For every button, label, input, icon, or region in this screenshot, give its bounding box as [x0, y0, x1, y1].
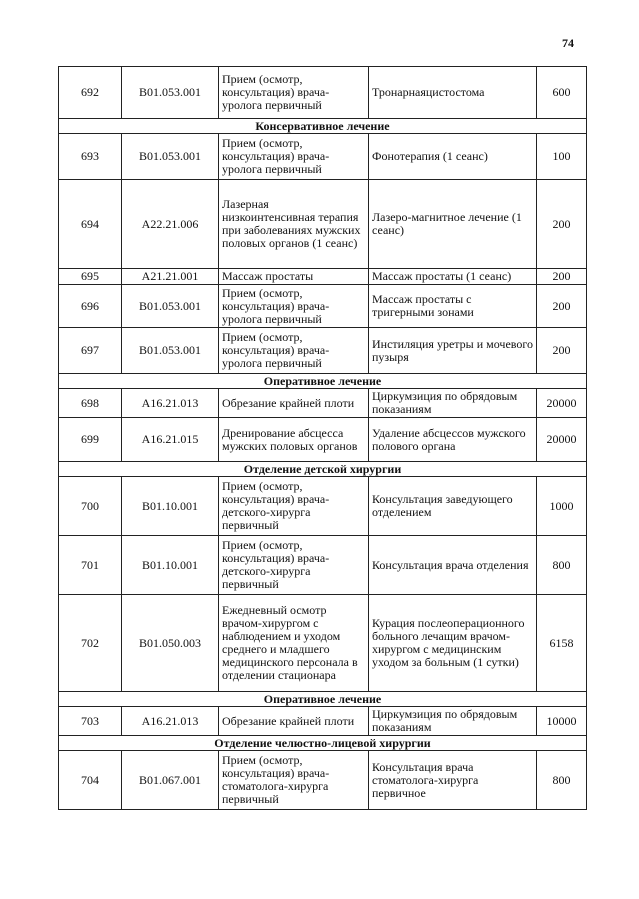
section-title: Консервативное лечение	[59, 119, 587, 134]
service-code: A21.21.001	[122, 269, 219, 285]
price-list-body	[59, 67, 587, 810]
table-row	[59, 389, 587, 418]
row-number: 697	[59, 328, 122, 374]
service-name: Курация послеоперационного больного лечащим врачом-хирургом с медицинским уходом за больным (1 сутки)	[369, 595, 537, 692]
table-row	[59, 536, 587, 595]
service-description: Ежедневный осмотр врачом-хирургом с наблюдением и уходом среднего и младшего медицинского персонала в отделении стационара	[219, 595, 369, 692]
service-name: Циркумзиция по обрядовым показаниям	[369, 389, 537, 418]
table-row	[59, 418, 587, 462]
section-title: Отделение челюстно-лицевой хирургии	[59, 736, 587, 751]
service-code: B01.053.001	[122, 328, 219, 374]
row-number: 704	[59, 751, 122, 810]
service-description: Прием (осмотр, консультация) врача-детского-хирурга первичный	[219, 536, 369, 595]
service-code: B01.050.003	[122, 595, 219, 692]
service-price: 200	[537, 180, 587, 269]
service-price: 800	[537, 751, 587, 810]
table-row	[59, 595, 587, 692]
service-price: 200	[537, 269, 587, 285]
section-title: Оперативное лечение	[59, 374, 587, 389]
service-code: A16.21.013	[122, 707, 219, 736]
service-price: 20000	[537, 418, 587, 462]
service-name: Консультация врача стоматолога-хирурга первичное	[369, 751, 537, 810]
service-code: A22.21.006	[122, 180, 219, 269]
table-row	[59, 707, 587, 736]
service-description: Обрезание крайней плоти	[219, 707, 369, 736]
service-description: Прием (осмотр, консультация) врача-уролога первичный	[219, 134, 369, 180]
row-number: 696	[59, 285, 122, 328]
service-price: 20000	[537, 389, 587, 418]
service-name: Инстиляция уретры и мочевого пузыря	[369, 328, 537, 374]
service-name: Циркумзиция по обрядовым показаниям	[369, 707, 537, 736]
row-number: 695	[59, 269, 122, 285]
service-code: B01.067.001	[122, 751, 219, 810]
table-row	[59, 328, 587, 374]
row-number: 693	[59, 134, 122, 180]
service-description: Прием (осмотр, консультация) врача-уролога первичный	[219, 328, 369, 374]
price-list-table	[58, 66, 587, 810]
table-row	[59, 269, 587, 285]
service-code: B01.10.001	[122, 477, 219, 536]
service-description: Массаж простаты	[219, 269, 369, 285]
row-number: 694	[59, 180, 122, 269]
page-number: 74	[562, 36, 574, 50]
section-title: Оперативное лечение	[59, 692, 587, 707]
service-price: 800	[537, 536, 587, 595]
section-header-row	[59, 692, 587, 707]
service-price: 100	[537, 134, 587, 180]
service-price: 10000	[537, 707, 587, 736]
table-row	[59, 751, 587, 810]
service-description: Лазерная низкоинтенсивная терапия при заболеваниях мужских половых органов (1 сеанс)	[219, 180, 369, 269]
service-price: 200	[537, 285, 587, 328]
service-name: Лазеро-магнитное лечение (1 сеанс)	[369, 180, 537, 269]
service-name: Удаление абсцессов мужского полового органа	[369, 418, 537, 462]
service-name: Консультация врача отделения	[369, 536, 537, 595]
row-number: 700	[59, 477, 122, 536]
service-price: 1000	[537, 477, 587, 536]
section-header-row	[59, 462, 587, 477]
row-number: 698	[59, 389, 122, 418]
service-name: Массаж простаты с тригерными зонами	[369, 285, 537, 328]
row-number: 692	[59, 67, 122, 119]
service-description: Прием (осмотр, консультация) врача-уролога первичный	[219, 67, 369, 119]
table-row	[59, 67, 587, 119]
service-code: B01.053.001	[122, 67, 219, 119]
service-code: B01.10.001	[122, 536, 219, 595]
service-name: Тронарнаяцистостома	[369, 67, 537, 119]
service-code: A16.21.013	[122, 389, 219, 418]
row-number: 701	[59, 536, 122, 595]
row-number: 703	[59, 707, 122, 736]
row-number: 699	[59, 418, 122, 462]
service-code: B01.053.001	[122, 285, 219, 328]
service-name: Консультация заведующего отделением	[369, 477, 537, 536]
service-price: 200	[537, 328, 587, 374]
section-header-row	[59, 119, 587, 134]
service-code: B01.053.001	[122, 134, 219, 180]
section-header-row	[59, 736, 587, 751]
section-header-row	[59, 374, 587, 389]
service-description: Прием (осмотр, консультация) врача-уролога первичный	[219, 285, 369, 328]
row-number: 702	[59, 595, 122, 692]
section-title: Отделение детской хирургии	[59, 462, 587, 477]
service-price: 6158	[537, 595, 587, 692]
service-description: Обрезание крайней плоти	[219, 389, 369, 418]
service-name: Массаж простаты (1 сеанс)	[369, 269, 537, 285]
table-row	[59, 134, 587, 180]
service-description: Дренирование абсцесса мужских половых органов	[219, 418, 369, 462]
service-name: Фонотерапия (1 сеанс)	[369, 134, 537, 180]
service-price: 600	[537, 67, 587, 119]
service-description: Прием (осмотр, консультация) врача-стоматолога-хирурга первичный	[219, 751, 369, 810]
table-row	[59, 477, 587, 536]
service-code: A16.21.015	[122, 418, 219, 462]
table-row	[59, 285, 587, 328]
service-description: Прием (осмотр, консультация) врача-детского-хирурга первичный	[219, 477, 369, 536]
table-row	[59, 180, 587, 269]
